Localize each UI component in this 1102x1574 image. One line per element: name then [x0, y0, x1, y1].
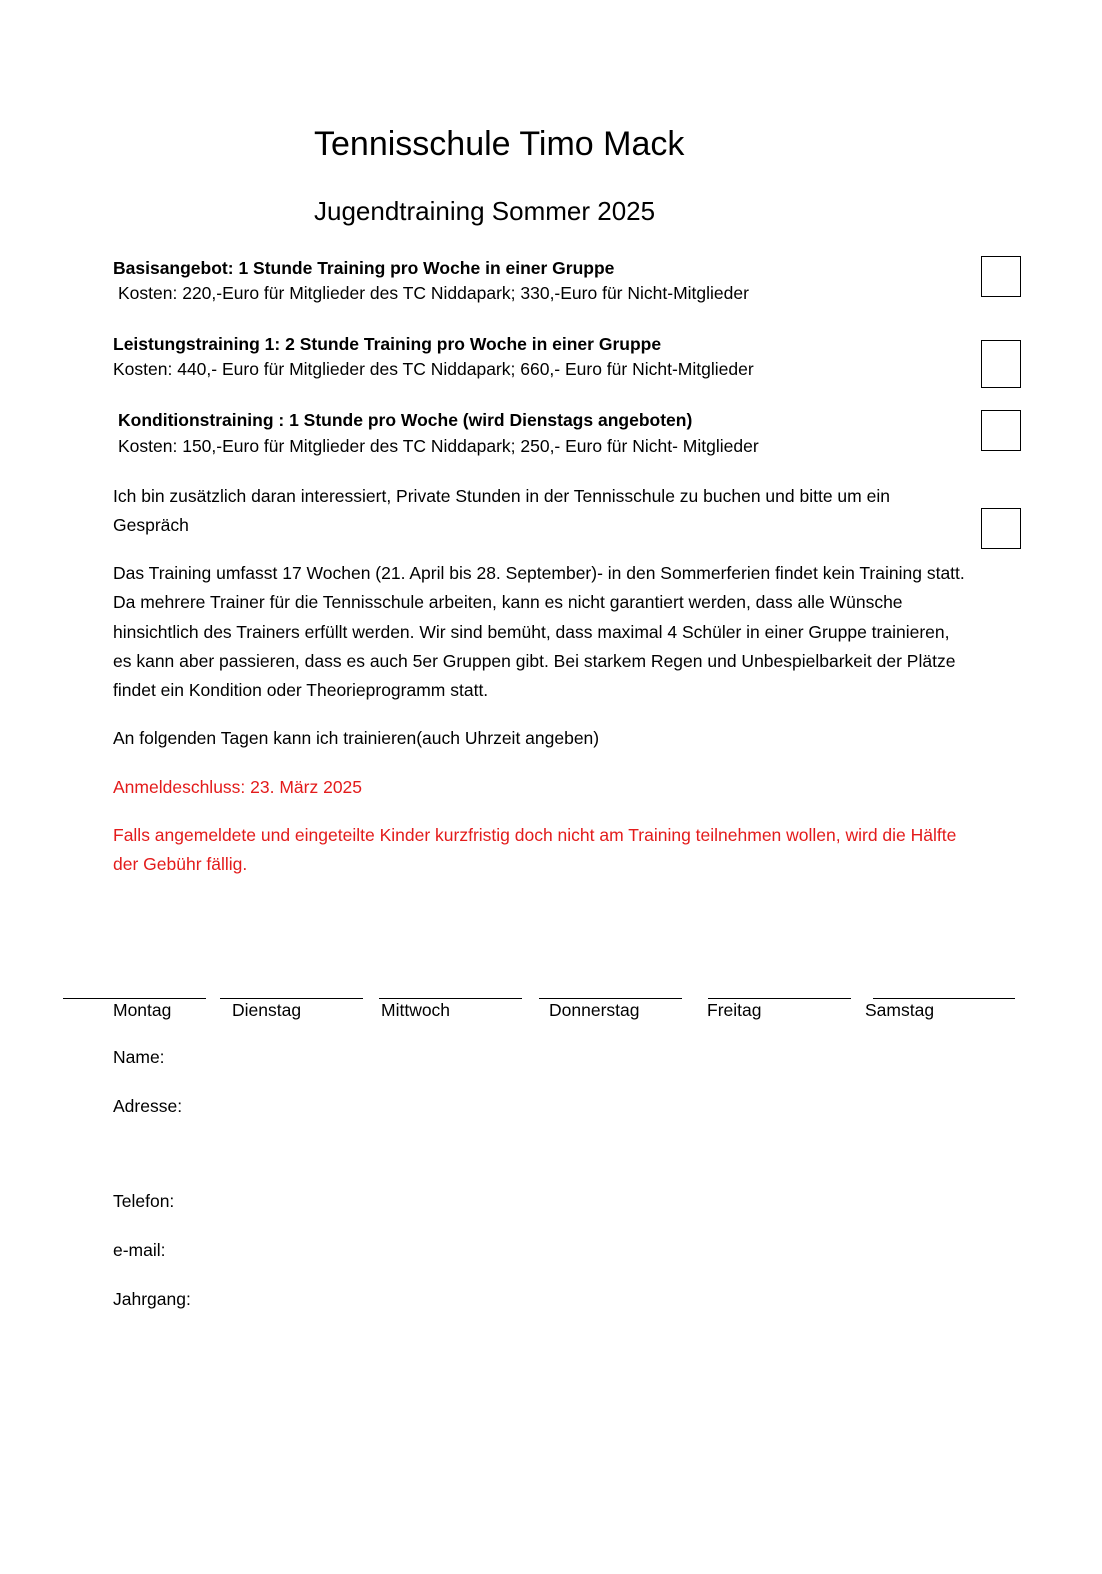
- option-kondition-heading: Konditionstraining : 1 Stunde pro Woche (wird Dienstags angeboten): [118, 410, 693, 430]
- option-leistung-cost: Kosten: 440,- Euro für Mitglieder des TC Niddapark; 660,- Euro für Nicht-Mitglieder: [113, 359, 754, 379]
- private-lessons-text: Ich bin zusätzlich daran interessiert, Private Stunden in der Tennisschule zu buchen und bitte um ein Gespräch: [113, 486, 890, 536]
- option-leistung-heading: Leistungstraining 1: 2 Stunde Training pro Woche in einer Gruppe: [113, 334, 662, 354]
- deadline-text: Anmeldeschluss: 23. März 2025: [113, 777, 363, 797]
- field-email-label: e-mail:: [113, 1240, 166, 1260]
- days-intro-text: An folgenden Tagen kann ich trainieren(auch Uhrzeit angeben): [113, 728, 600, 748]
- option-leistung-checkbox[interactable]: [981, 340, 1021, 388]
- page-subtitle: Jugendtraining Sommer 2025: [314, 196, 656, 226]
- field-phone-label: Telefon:: [113, 1191, 175, 1211]
- day-label-mittwoch: Mittwoch: [381, 1000, 451, 1020]
- page-title: Tennisschule Timo Mack: [314, 125, 685, 163]
- day-label-freitag: Freitag: [707, 1000, 762, 1020]
- field-birth-year-label: Jahrgang:: [113, 1289, 191, 1309]
- training-info-text: Das Training umfasst 17 Wochen (21. April bis 28. September)- in den Sommerferien findet kein Training statt. Da mehrere Trainer für die Tennisschule arbeiten, kann es nicht garantiert werden, dass alle Wünsche hinsichtlich des Trainers erfüllt werden. Wir sind bemüht, dass maximal 4 Schüler in einer Gruppe trainieren, es kann aber passieren, dass es auch 5er Gruppen gibt. Bei starkem Regen und Unbespielbarkeit der Plätze findet ein Kondition oder Theorieprogramm statt.: [113, 563, 965, 701]
- cancellation-note: Falls angemeldete und eingeteilte Kinder kurzfristig doch nicht am Training teilnehmen wollen, wird die Hälfte der Gebühr fällig.: [113, 825, 957, 875]
- option-basis-cost: Kosten: 220,-Euro für Mitglieder des TC Niddapark; 330,-Euro für Nicht-Mitglieder: [118, 283, 749, 303]
- day-label-dienstag: Dienstag: [232, 1000, 302, 1020]
- field-name-label: Name:: [113, 1047, 165, 1067]
- option-basis-checkbox[interactable]: [981, 256, 1021, 297]
- day-label-montag: Montag: [113, 1000, 172, 1020]
- field-address-label: Adresse:: [113, 1096, 183, 1116]
- option-kondition-checkbox[interactable]: [981, 410, 1021, 451]
- option-kondition-cost: Kosten: 150,-Euro für Mitglieder des TC Niddapark; 250,- Euro für Nicht- Mitglieder: [118, 436, 759, 456]
- day-label-donnerstag: Donnerstag: [549, 1000, 640, 1020]
- option-basis-heading: Basisangebot: 1 Stunde Training pro Woche in einer Gruppe: [113, 258, 615, 278]
- private-lessons-checkbox[interactable]: [981, 508, 1021, 549]
- day-label-samstag: Samstag: [865, 1000, 935, 1020]
